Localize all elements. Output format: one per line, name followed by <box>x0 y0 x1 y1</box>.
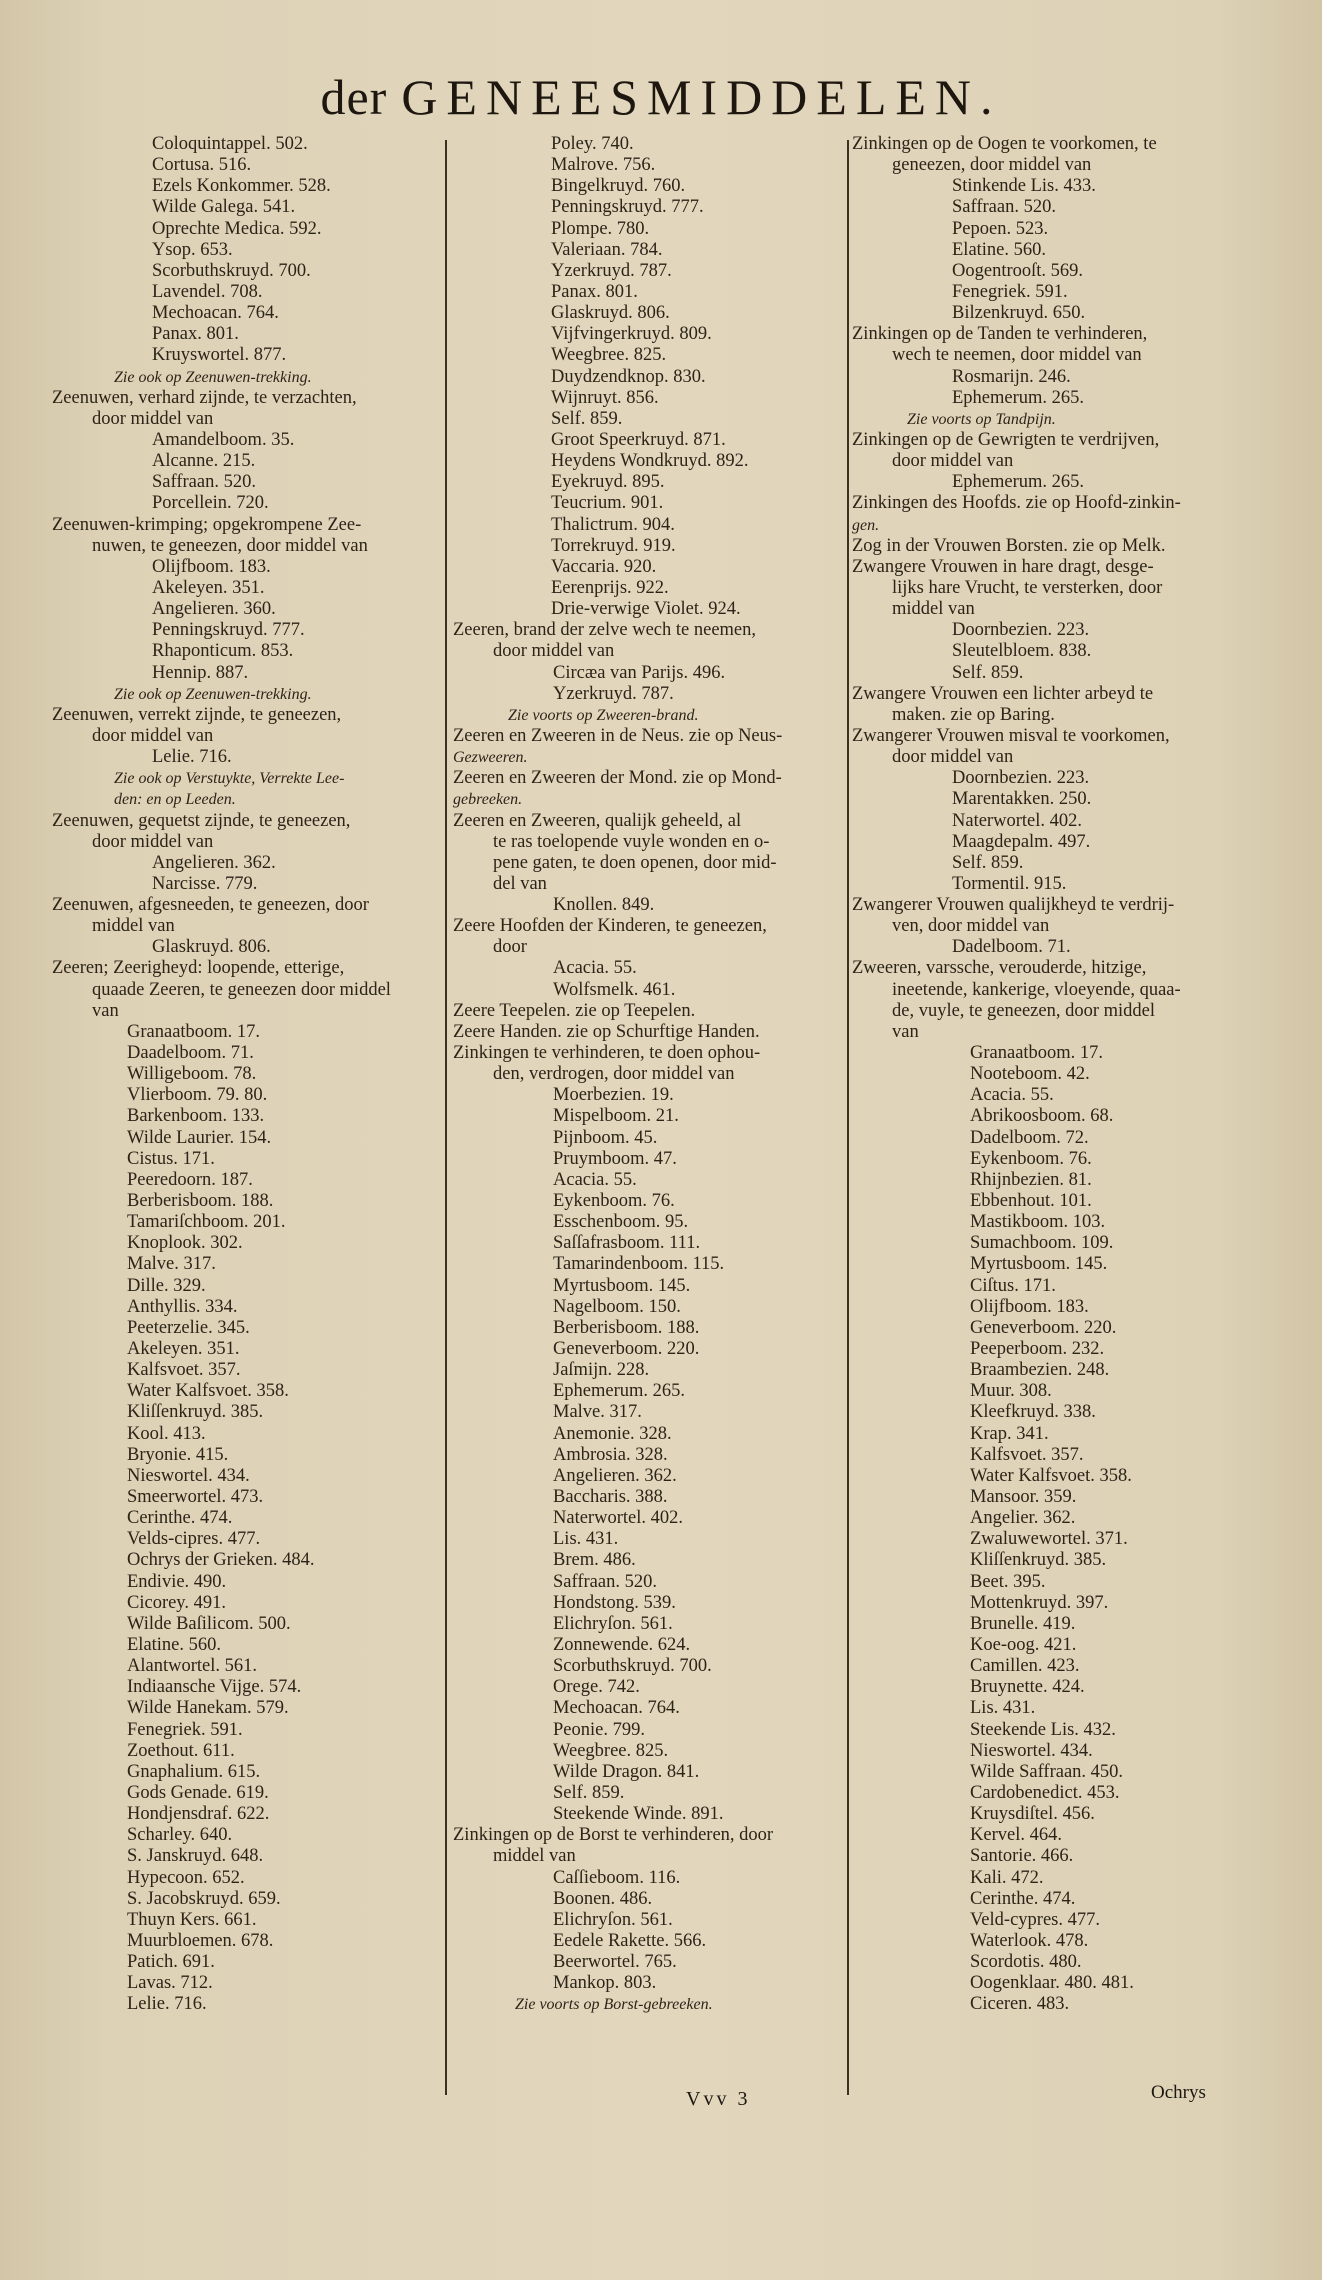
index-line: Fenegriek. 591. <box>127 1719 243 1740</box>
index-line: Moerbezien. 19. <box>553 1085 674 1106</box>
index-line: Tormentil. 915. <box>952 873 1067 894</box>
index-line: Krap. 341. <box>970 1423 1049 1444</box>
index-line: Angelieren. 362. <box>152 852 276 873</box>
index-line: Ephemerum. 265. <box>952 387 1085 408</box>
index-line: Beet. 395. <box>970 1571 1046 1592</box>
index-line: Elatine. 560. <box>952 239 1047 260</box>
index-line: Yzerkruyd. 787. <box>551 260 672 281</box>
index-line: Ciſtus. 171. <box>970 1275 1056 1296</box>
index-line: Nagelboom. 150. <box>553 1296 681 1317</box>
index-line: Peeredoorn. 187. <box>127 1169 253 1190</box>
index-line: S. Jacobskruyd. 659. <box>127 1888 281 1909</box>
index-line: Mastikboom. 103. <box>970 1212 1106 1233</box>
index-line: Teucrium. 901. <box>551 493 664 514</box>
index-line: Zeenuwen, verrekt zijnde, te geneezen, <box>52 704 342 725</box>
index-line: den, verdrogen, door middel van <box>493 1064 735 1085</box>
index-line: Scordotis. 480. <box>970 1952 1082 1973</box>
index-line: Abrikoosboom. 68. <box>970 1106 1114 1127</box>
index-line: S. Janskruyd. 648. <box>127 1846 264 1867</box>
running-head-title: GENEESMIDDELEN. <box>401 69 1002 125</box>
index-line: Barkenboom. 133. <box>127 1106 265 1127</box>
running-head-small: der <box>320 69 388 125</box>
index-line: Eykenboom. 76. <box>553 1191 675 1212</box>
index-line: Doornbezien. 223. <box>952 768 1090 789</box>
index-line: Saffraan. 520. <box>952 197 1056 218</box>
index-line: Lavas. 712. <box>127 1973 213 1994</box>
index-line: Oogentrooſt. 569. <box>952 260 1084 281</box>
index-line: Saſſafrasboom. 111. <box>553 1233 701 1254</box>
index-line: Yzerkruyd. 787. <box>553 683 674 704</box>
index-line: Wilde Saffraan. 450. <box>970 1761 1124 1782</box>
index-line: Naterwortel. 402. <box>553 1508 683 1529</box>
index-line: Wijnruyt. 856. <box>551 387 659 408</box>
index-line: Wolfsmelk. 461. <box>553 979 676 1000</box>
index-line: Zwangere Vrouwen in hare dragt, desge- <box>852 556 1154 577</box>
index-line: Olijfboom. 183. <box>970 1296 1089 1317</box>
index-line: Ephemerum. 265. <box>553 1381 686 1402</box>
index-line: Zie ook op Verstuykte, Verrekte Lee- <box>114 770 345 788</box>
index-line: Kalfsvoet. 357. <box>127 1360 241 1381</box>
index-line: Jaſmijn. 228. <box>553 1360 650 1381</box>
index-line: Elichryſon. 561. <box>553 1613 673 1634</box>
index-line: Marentakken. 250. <box>952 789 1092 810</box>
index-line: Indiaansche Vijge. 574. <box>127 1677 302 1698</box>
index-line: Zinkingen te verhinderen, te doen ophou- <box>453 1043 761 1064</box>
index-line: Kliſſenkruyd. 385. <box>970 1550 1107 1571</box>
index-line: Steekende Lis. 432. <box>970 1719 1116 1740</box>
index-column-3 <box>852 134 1267 2016</box>
index-line: Nooteboom. 42. <box>970 1064 1090 1085</box>
index-line: Water Kalfsvoet. 358. <box>127 1381 289 1402</box>
index-line: Wilde Galega. 541. <box>152 197 296 218</box>
index-line: Smeerwortel. 473. <box>127 1487 264 1507</box>
index-line: Naterwortel. 402. <box>952 810 1082 831</box>
index-line: gebreeken. <box>453 791 523 809</box>
index-line: Esschenboom. 95. <box>553 1212 689 1233</box>
index-line: Bruynette. 424. <box>970 1677 1085 1698</box>
index-line: van <box>92 1000 119 1021</box>
index-line: Lavendel. 708. <box>152 281 263 302</box>
index-line: Pruymboom. 47. <box>553 1148 677 1169</box>
index-line: Caſſieboom. 116. <box>553 1867 681 1888</box>
index-line: Bilzenkruyd. 650. <box>952 303 1086 324</box>
index-line: Scorbuthskruyd. 700. <box>152 260 311 281</box>
index-line: Lis. 431. <box>970 1698 1036 1719</box>
index-line: maken. zie op Baring. <box>892 704 1055 725</box>
index-line: Oogenklaar. 480. 481. <box>970 1973 1134 1994</box>
index-line: Berberisboom. 188. <box>553 1317 700 1338</box>
index-line: Ciceren. 483. <box>970 1994 1070 2015</box>
index-line: Zeere Hoofden der Kinderen, te geneezen, <box>453 916 767 937</box>
index-line: door middel van <box>892 451 1014 472</box>
index-line: Scharley. 640. <box>127 1825 233 1846</box>
index-line: Santorie. 466. <box>970 1846 1074 1867</box>
index-line: Oprechte Medica. 592. <box>152 218 322 239</box>
index-line: Granaatboom. 17. <box>127 1021 261 1042</box>
index-line: Zwangerer Vrouwen qualijkheyd te verdrij- <box>852 895 1175 916</box>
index-line: Groot Speerkruyd. 871. <box>551 429 726 450</box>
index-line: Saffraan. 520. <box>553 1571 657 1592</box>
index-line: middel van <box>92 916 175 937</box>
index-line: Akeleyen. 351. <box>127 1339 240 1360</box>
running-head <box>0 68 1322 126</box>
index-line: door middel van <box>92 831 214 852</box>
index-line: lijks hare Vrucht, te versterken, door <box>892 577 1163 598</box>
index-line: Zog in der Vrouwen Borsten. zie op Melk. <box>852 535 1166 556</box>
index-line: Mechoacan. 764. <box>553 1698 680 1719</box>
index-line: Vijfvingerkruyd. 809. <box>551 324 712 345</box>
index-line: Plompe. 780. <box>551 218 650 239</box>
index-line: Tamariſchboom. 201. <box>127 1212 286 1233</box>
index-line: Mankop. 803. <box>553 1973 657 1994</box>
index-line: Zeeren; Zeerigheyd: loopende, etterige, <box>52 958 345 979</box>
index-line: Kruysdiſtel. 456. <box>970 1804 1095 1825</box>
index-line: Ebbenhout. 101. <box>970 1191 1092 1212</box>
index-line: Angelieren. 362. <box>553 1465 677 1486</box>
index-line: van <box>892 1021 919 1042</box>
index-line: Gods Genade. 619. <box>127 1782 269 1803</box>
index-line: Kool. 413. <box>127 1423 206 1444</box>
index-line: door middel van <box>493 641 615 662</box>
index-line: Koe-oog. 421. <box>970 1634 1077 1655</box>
index-line: Kleefkruyd. 338. <box>970 1402 1096 1423</box>
index-line: Wilde Laurier. 154. <box>127 1127 272 1148</box>
index-line: Mechoacan. 764. <box>152 303 279 324</box>
index-line: Hondstong. 539. <box>553 1592 676 1613</box>
index-line: Poley. 740. <box>551 134 634 154</box>
index-line: Doornbezien. 223. <box>952 620 1090 641</box>
index-line: Acacia. 55. <box>553 1169 637 1190</box>
index-line: Zonnewende. 624. <box>553 1634 691 1655</box>
index-line: Endivie. 490. <box>127 1571 227 1592</box>
index-line: door middel van <box>892 747 1014 768</box>
index-line: Zeere Handen. zie op Schurftige Handen. <box>453 1021 760 1042</box>
index-line: Fenegriek. 591. <box>952 281 1068 302</box>
index-line: Eykenboom. 76. <box>970 1148 1092 1169</box>
index-line: den: en op Leeden. <box>114 791 236 809</box>
index-line: Zeeren en Zweeren der Mond. zie op Mond- <box>453 768 782 789</box>
index-line: Granaatboom. 17. <box>970 1043 1104 1064</box>
index-line: geneezen, door middel van <box>892 155 1092 176</box>
index-line: Cerinthe. 474. <box>970 1888 1076 1909</box>
index-line: wech te neemen, door middel van <box>892 345 1142 366</box>
index-line: Alcanne. 215. <box>152 451 256 472</box>
index-line: Velds-cipres. 477. <box>127 1529 261 1550</box>
index-line: Thuyn Kers. 661. <box>127 1909 257 1930</box>
index-line: Zeeren en Zweeren, qualijk geheeld, al <box>453 810 742 831</box>
index-line: Kruyswortel. 877. <box>152 345 287 366</box>
index-line: Zwaluwewortel. 371. <box>970 1529 1128 1550</box>
index-line: Self. 859. <box>952 662 1024 683</box>
index-line: Wilde Baſilicom. 500. <box>127 1613 291 1634</box>
index-line: Ysop. 653. <box>152 239 233 260</box>
index-line: Zeenuwen-krimping; opgekrompene Zee- <box>52 514 362 535</box>
index-line: Angelieren. 360. <box>152 599 276 620</box>
index-line: Dadelboom. 71. <box>952 937 1071 958</box>
index-line: Malve. 317. <box>127 1254 216 1275</box>
index-line: Torrekruyd. 919. <box>551 535 676 556</box>
index-line: Geneverboom. 220. <box>970 1317 1117 1338</box>
index-line: Drie-verwige Violet. 924. <box>551 599 741 620</box>
index-line: Zeenuwen, verhard zijnde, te verzachten, <box>52 387 357 408</box>
column-rule-left <box>445 140 447 2095</box>
index-line: Self. 859. <box>551 408 623 429</box>
index-line: Peeperboom. 232. <box>970 1339 1105 1360</box>
index-line: Willigeboom. 78. <box>127 1064 257 1085</box>
index-line: Eedele Rakette. 566. <box>553 1930 707 1951</box>
index-line: Zwangere Vrouwen een lichter arbeyd te <box>852 683 1154 704</box>
index-line: Zwangerer Vrouwen misval te voorkomen, <box>852 725 1170 746</box>
index-line: Zinkingen des Hoofds. zie op Hoofd-zinkin- <box>852 493 1181 514</box>
index-line: Valeriaan. 784. <box>551 239 663 260</box>
index-line: Cerinthe. 474. <box>127 1508 233 1529</box>
index-line: Zeenuwen, afgesneeden, te geneezen, door <box>52 895 369 916</box>
index-line: Muurbloemen. 678. <box>127 1930 274 1951</box>
index-line: Penningskruyd. 777. <box>551 197 704 218</box>
index-line: Steekende Winde. 891. <box>553 1804 724 1825</box>
index-line: Peeterzelie. 345. <box>127 1317 250 1338</box>
index-line: Nieswortel. 434. <box>970 1740 1093 1761</box>
index-line: Acacia. 55. <box>970 1085 1054 1106</box>
index-line: Geneverboom. 220. <box>553 1339 700 1360</box>
index-line: Brunelle. 419. <box>970 1613 1076 1634</box>
index-line: Zeeren, brand der zelve wech te neemen, <box>453 620 757 641</box>
index-line: Eerenprijs. 922. <box>551 577 669 598</box>
index-line: Lelie. 716. <box>152 747 232 768</box>
index-line: Lis. 431. <box>553 1529 619 1550</box>
index-line: Boonen. 486. <box>553 1888 653 1909</box>
index-line: Zinkingen op de Tanden te verhinderen, <box>852 324 1148 345</box>
index-line: Elatine. 560. <box>127 1634 222 1655</box>
index-line: Anthyllis. 334. <box>127 1296 238 1317</box>
index-line: Sleutelbloem. 838. <box>952 641 1092 662</box>
index-line: Eyekruyd. 895. <box>551 472 665 493</box>
index-line: Zweeren, varssche, verouderde, hitzige, <box>852 958 1147 979</box>
index-line: Self. 859. <box>553 1782 625 1803</box>
index-line: Hondjensdraf. 622. <box>127 1804 270 1825</box>
index-line: Maagdepalm. 497. <box>952 831 1091 852</box>
index-line: Water Kalfsvoet. 358. <box>970 1465 1132 1486</box>
index-line: Heydens Wondkruyd. 892. <box>551 451 749 472</box>
index-line: Kervel. 464. <box>970 1825 1062 1846</box>
index-line: Amandelboom. 35. <box>152 429 295 450</box>
index-line: Coloquintappel. 502. <box>152 134 308 154</box>
index-line: de, vuyle, te geneezen, door middel <box>892 1000 1156 1021</box>
index-line: gen. <box>852 516 880 534</box>
index-line: Cardobenedict. 453. <box>970 1782 1120 1803</box>
index-line: middel van <box>892 599 975 620</box>
index-line: Zeenuwen, gequetst zijnde, te geneezen, <box>52 810 351 831</box>
index-line: Malve. 317. <box>553 1402 642 1423</box>
index-line: Wilde Dragon. 841. <box>553 1761 700 1782</box>
index-line: Anemonie. 328. <box>553 1423 672 1444</box>
index-line: Rhaponticum. 853. <box>152 641 294 662</box>
index-line: Ambrosia. 328. <box>553 1444 668 1465</box>
index-line: Cortusa. 516. <box>152 155 252 176</box>
index-line: Zinkingen op de Oogen te voorkomen, te <box>852 134 1157 154</box>
index-line: Dadelboom. 72. <box>970 1127 1089 1148</box>
index-line: Cicorey. 491. <box>127 1592 226 1613</box>
index-line: Pepoen. 523. <box>952 218 1049 239</box>
index-line: Penningskruyd. 777. <box>152 620 305 641</box>
index-line: Gezweeren. <box>453 749 528 767</box>
index-line: Camillen. 423. <box>970 1656 1080 1677</box>
index-line: Zie voorts op Tandpijn. <box>907 410 1056 428</box>
index-line: Kali. 472. <box>970 1867 1044 1888</box>
index-line: Duydzendknop. 830. <box>551 366 706 387</box>
index-line: Braambezien. 248. <box>970 1360 1110 1381</box>
index-line: Elichryſon. 561. <box>553 1909 673 1930</box>
index-line: Akeleyen. 351. <box>152 577 265 598</box>
index-line: Scorbuthskruyd. 700. <box>553 1656 712 1677</box>
index-line: Myrtusboom. 145. <box>553 1275 691 1296</box>
index-line: Zeere Teepelen. zie op Teepelen. <box>453 1000 696 1021</box>
index-line: Porcellein. 720. <box>152 493 269 514</box>
index-line: Mansoor. 359. <box>970 1487 1077 1507</box>
column-rule-right <box>847 140 849 2095</box>
index-line: Waterlook. 478. <box>970 1930 1089 1951</box>
index-line: Saffraan. 520. <box>152 472 256 493</box>
index-line: Panax. 801. <box>152 324 239 345</box>
index-line: Lelie. 716. <box>127 1994 207 2015</box>
index-line: Ephemerum. 265. <box>952 472 1085 493</box>
index-line: Daadelboom. 71. <box>127 1043 254 1064</box>
index-line: Rhijnbezien. 81. <box>970 1169 1092 1190</box>
catchword: Ochrys <box>1151 2082 1206 2103</box>
index-line: Kliſſenkruyd. 385. <box>127 1402 264 1423</box>
index-line: door middel van <box>92 408 214 429</box>
index-line: Zoethout. 611. <box>127 1740 235 1761</box>
index-line: Vaccaria. 920. <box>551 556 657 577</box>
index-line: Narcisse. 779. <box>152 873 258 894</box>
index-line: Nieswortel. 434. <box>127 1465 250 1486</box>
index-line: Acacia. 55. <box>553 958 637 979</box>
index-line: Hennip. 887. <box>152 662 249 683</box>
index-line: Ezels Konkommer. 528. <box>152 176 331 197</box>
index-line: Dille. 329. <box>127 1275 206 1296</box>
index-line: Zie ook op Zeenuwen-trekking. <box>114 368 312 386</box>
index-line: Glaskruyd. 806. <box>152 937 271 958</box>
index-line: nuwen, te geneezen, door middel van <box>92 535 368 556</box>
index-line: Myrtusboom. 145. <box>970 1254 1108 1275</box>
index-line: Malrove. 756. <box>551 155 656 176</box>
index-line: Circæa van Parijs. 496. <box>553 662 726 683</box>
index-line: ineetende, kankerige, vloeyende, quaa- <box>892 979 1181 1000</box>
index-line: Mottenkruyd. 397. <box>970 1592 1109 1613</box>
index-line: Baccharis. 388. <box>553 1487 668 1507</box>
index-line: Mispelboom. 21. <box>553 1106 679 1127</box>
signature-mark: Vvv 3 <box>686 2088 751 2110</box>
index-column-1 <box>52 134 442 2016</box>
index-line: Zie voorts op Zweeren-brand. <box>508 706 699 724</box>
index-line: Zie voorts op Borst-gebreeken. <box>515 1996 713 2014</box>
index-line: Sumachboom. 109. <box>970 1233 1114 1254</box>
index-line: Peonie. 799. <box>553 1719 645 1740</box>
index-line: middel van <box>493 1846 576 1867</box>
index-column-2 <box>453 134 844 2016</box>
index-line: Panax. 801. <box>551 281 638 302</box>
index-line: Weegbree. 825. <box>553 1740 669 1761</box>
index-line: Pijnboom. 45. <box>553 1127 658 1148</box>
index-line: Muur. 308. <box>970 1381 1052 1402</box>
index-line: Thalictrum. 904. <box>551 514 675 535</box>
index-line: Patich. 691. <box>127 1952 215 1973</box>
index-line: Vlierboom. 79. 80. <box>127 1085 268 1106</box>
index-line: door middel van <box>92 725 214 746</box>
index-line: Knollen. 849. <box>553 895 655 916</box>
index-line: Bryonie. 415. <box>127 1444 229 1465</box>
index-line: Self. 859. <box>952 852 1024 873</box>
index-line: del van <box>493 873 547 894</box>
index-line: te ras toelopende vuyle wonden en o- <box>493 831 770 852</box>
index-line: Berberisboom. 188. <box>127 1191 274 1212</box>
index-line: pene gaten, te doen openen, door mid- <box>493 852 777 873</box>
index-line: quaade Zeeren, te geneezen door middel <box>92 979 391 1000</box>
index-line: Kalfsvoet. 357. <box>970 1444 1084 1465</box>
index-line: Stinkende Lis. 433. <box>952 176 1096 197</box>
index-line: ven, door middel van <box>892 916 1050 937</box>
index-line: Tamarindenboom. 115. <box>553 1254 725 1275</box>
index-line: Knoplook. 302. <box>127 1233 243 1254</box>
index-line: Bingelkruyd. 760. <box>551 176 686 197</box>
index-line: Alantwortel. 561. <box>127 1656 257 1677</box>
index-line: Glaskruyd. 806. <box>551 303 670 324</box>
index-line: Weegbree. 825. <box>551 345 667 366</box>
index-line: Ochrys der Grieken. 484. <box>127 1550 315 1571</box>
index-line: Rosmarijn. 246. <box>952 366 1071 387</box>
index-line: Olijfboom. 183. <box>152 556 271 577</box>
index-line: door <box>493 937 527 958</box>
index-line: Veld-cypres. 477. <box>970 1909 1100 1930</box>
index-line: Beerwortel. 765. <box>553 1952 677 1973</box>
index-line: Wilde Hanekam. 579. <box>127 1698 289 1719</box>
index-line: Orege. 742. <box>553 1677 640 1698</box>
index-line: Angelier. 362. <box>970 1508 1076 1529</box>
index-line: Gnaphalium. 615. <box>127 1761 261 1782</box>
index-line: Cistus. 171. <box>127 1148 215 1169</box>
index-line: Brem. 486. <box>553 1550 636 1571</box>
index-line: Zinkingen op de Borst te verhinderen, door <box>453 1825 774 1846</box>
index-line: Zeeren en Zweeren in de Neus. zie op Neus- <box>453 725 783 746</box>
index-line: Hypecoon. 652. <box>127 1867 245 1888</box>
index-line: Zie ook op Zeenuwen-trekking. <box>114 685 312 703</box>
index-line: Zinkingen op de Gewrigten te verdrijven, <box>852 429 1160 450</box>
